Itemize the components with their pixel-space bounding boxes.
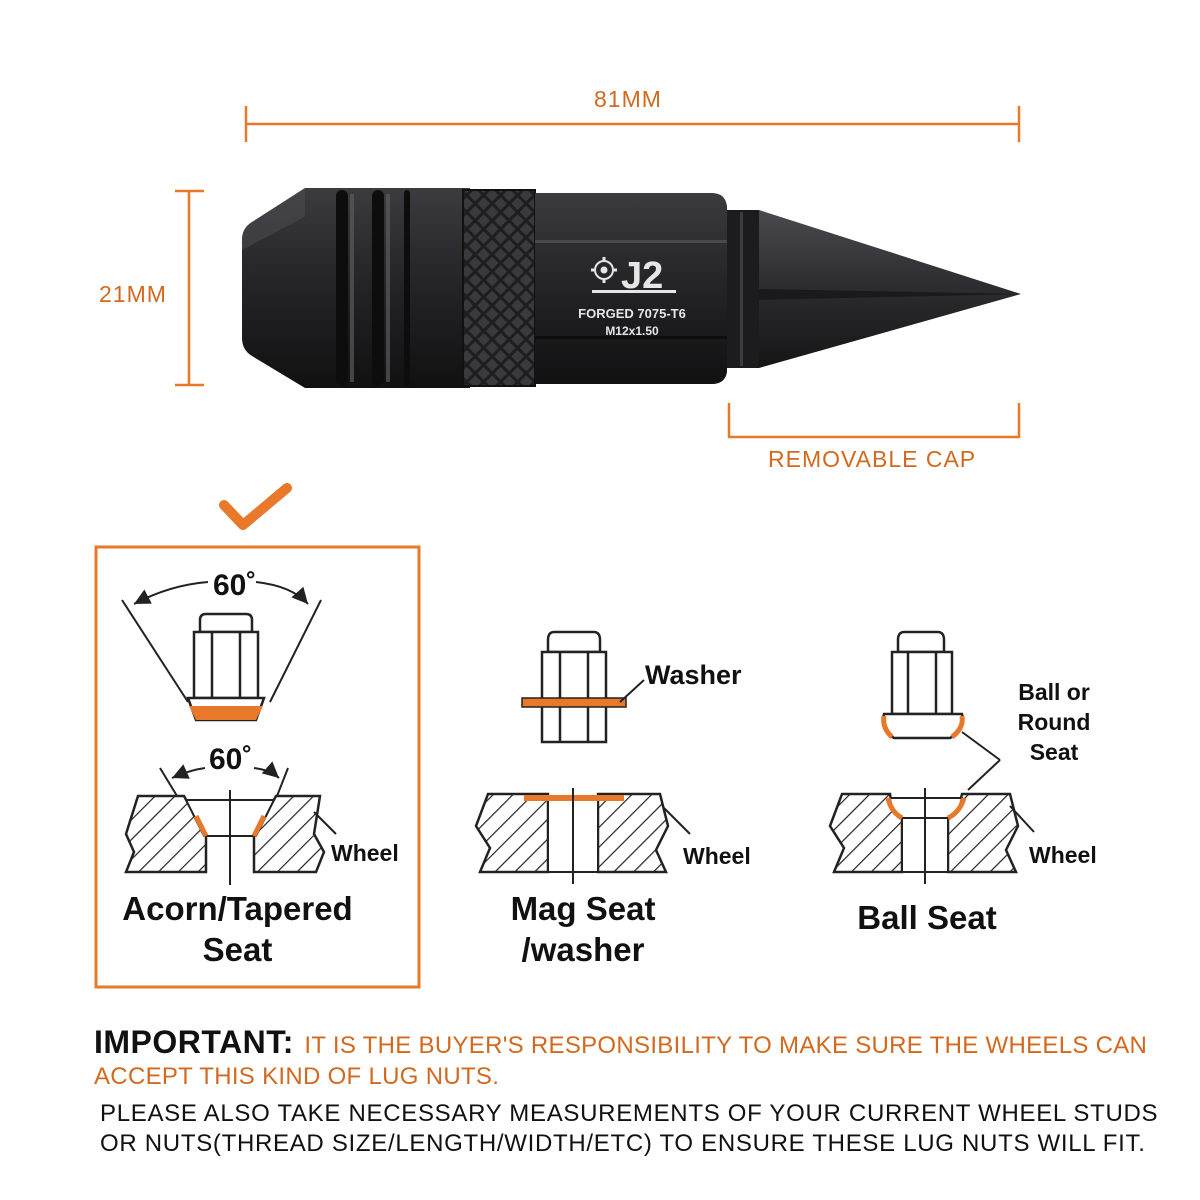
mag-washer-label: Washer bbox=[645, 660, 742, 690]
ball-label-line-2: Round bbox=[1017, 709, 1091, 735]
acorn-nut-icon bbox=[188, 614, 264, 720]
mag-seat-title bbox=[462, 888, 704, 970]
measurement-note bbox=[100, 1100, 1160, 1158]
mag-wheel-label: Wheel bbox=[683, 843, 751, 869]
cap-spike bbox=[759, 210, 1021, 368]
ball-label-line-1: Ball or bbox=[1018, 679, 1090, 705]
nut-knurled-ring bbox=[463, 190, 535, 386]
engraving-line-2: M12x1.50 bbox=[605, 324, 659, 338]
ball-title-line-1: Ball Seat bbox=[857, 899, 997, 936]
diameter-dimension bbox=[175, 191, 204, 385]
acorn-wheel-label: Wheel bbox=[331, 840, 399, 866]
ball-nut-icon bbox=[883, 632, 963, 738]
acorn-angle-top: 60˚ bbox=[213, 569, 257, 602]
ball-seat-diagram bbox=[830, 632, 1034, 884]
mag-title-line-1: Mag Seat bbox=[510, 890, 656, 927]
acorn-seat-diagram bbox=[122, 582, 336, 885]
important-notice bbox=[94, 1024, 1154, 1091]
ball-round-seat-label bbox=[1006, 677, 1102, 767]
length-label: 81MM bbox=[594, 86, 662, 112]
ball-wheel-label: Wheel bbox=[1029, 842, 1097, 868]
ball-seat-title bbox=[836, 897, 1018, 938]
diameter-label: 21MM bbox=[99, 281, 167, 307]
lug-nut-product bbox=[242, 188, 1021, 388]
mag-title-line-2: /washer bbox=[521, 931, 645, 968]
important-line-1: IT IS THE BUYER'S RESPONSIBILITY TO MAKE SURE THE WHEELS CAN bbox=[304, 1032, 1148, 1059]
acorn-title-line-1: Acorn/Tapered bbox=[122, 890, 353, 927]
important-heading: IMPORTANT: bbox=[94, 1024, 294, 1060]
cap-bracket bbox=[729, 403, 1019, 437]
acorn-seat-title bbox=[96, 888, 379, 970]
brand-mark: J2 bbox=[621, 255, 664, 297]
important-line-2: ACCEPT THIS KIND OF LUG NUTS. bbox=[94, 1063, 500, 1090]
engraving-line-1: FORGED 7075-T6 bbox=[578, 306, 686, 321]
note-line-2: OR NUTS(THREAD SIZE/LENGTH/WIDTH/ETC) TO ENSURE THESE LUG NUTS WILL FIT. bbox=[100, 1130, 1146, 1157]
mag-wheel-section bbox=[476, 788, 690, 884]
acorn-wheel-section bbox=[126, 790, 336, 885]
selected-check-icon bbox=[224, 488, 287, 525]
acorn-angle-bottom: 60˚ bbox=[209, 743, 253, 776]
acorn-title-line-2: Seat bbox=[202, 931, 273, 968]
removable-cap-label: REMOVABLE CAP bbox=[768, 446, 977, 472]
ball-wheel-section bbox=[830, 788, 1034, 884]
note-line-1: PLEASE ALSO TAKE NECESSARY MEASUREMENTS OF YOUR CURRENT WHEEL STUDS bbox=[100, 1100, 1159, 1127]
mag-nut-icon bbox=[542, 632, 606, 742]
ball-label-line-3: Seat bbox=[1029, 739, 1079, 765]
